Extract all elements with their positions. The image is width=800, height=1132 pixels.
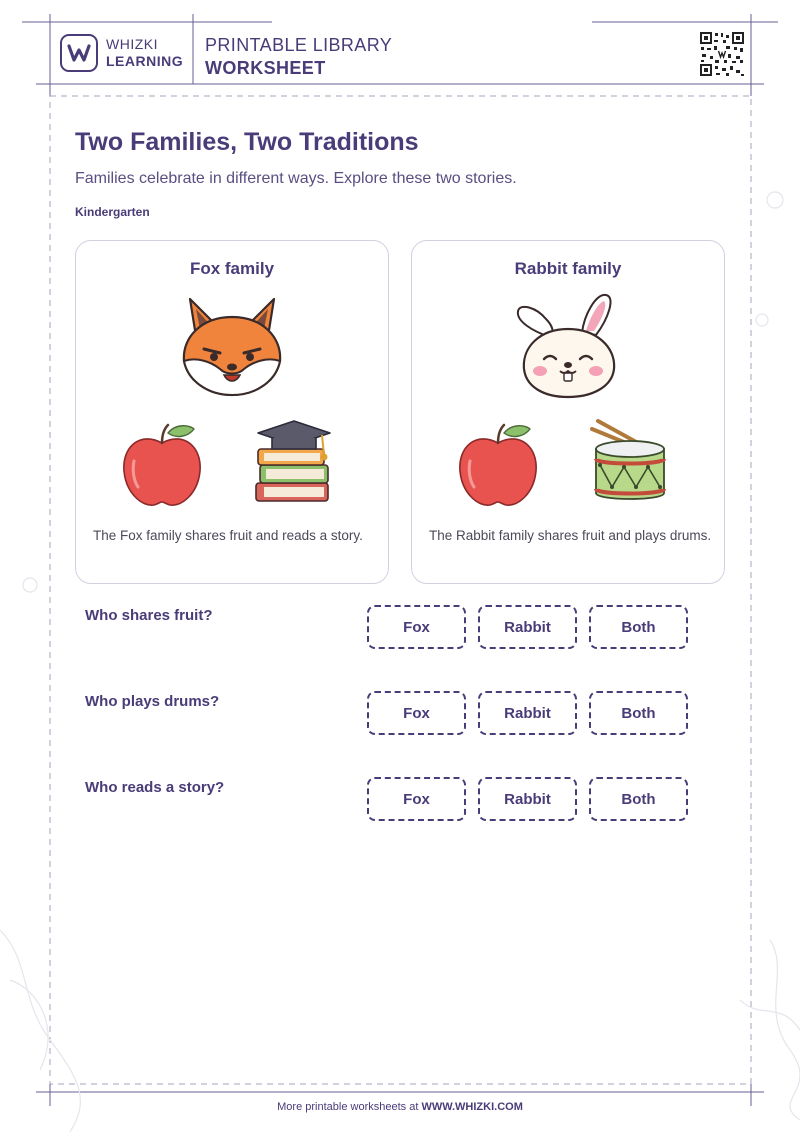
question-1-choices bbox=[367, 605, 688, 649]
rabbit-face-icon bbox=[512, 291, 624, 401]
qr-code-icon bbox=[698, 30, 746, 78]
header-worksheet-label: WORKSHEET bbox=[205, 58, 326, 78]
choice-fox[interactable]: Fox bbox=[367, 691, 466, 735]
grade-label: Kindergarten bbox=[75, 205, 150, 219]
card-description: The Fox family shares fruit and reads a story. bbox=[93, 528, 363, 543]
apple-icon bbox=[456, 421, 540, 509]
choice-both[interactable]: Both bbox=[589, 691, 688, 735]
header-titles bbox=[205, 34, 392, 80]
apple-icon bbox=[120, 421, 204, 509]
page-title: Two Families, Two Traditions bbox=[75, 128, 419, 156]
books-with-graduation-cap-icon bbox=[252, 419, 336, 509]
drum-icon bbox=[588, 419, 672, 509]
question-2-choices bbox=[367, 691, 688, 735]
brand-subname: LEARNING bbox=[106, 53, 184, 69]
choice-rabbit[interactable]: Rabbit bbox=[478, 691, 577, 735]
card-title: Rabbit family bbox=[514, 259, 622, 278]
question-3: Who reads a story? bbox=[85, 779, 225, 796]
choice-both[interactable]: Both bbox=[589, 605, 688, 649]
choice-fox[interactable]: Fox bbox=[367, 605, 466, 649]
footer-link[interactable]: WWW.WHIZKI.COM bbox=[421, 1101, 523, 1113]
choice-both[interactable]: Both bbox=[589, 777, 688, 821]
question-1: Who shares fruit? bbox=[85, 607, 213, 624]
footer bbox=[0, 1101, 800, 1113]
card-description: The Rabbit family shares fruit and plays drums. bbox=[429, 528, 712, 543]
w-logo-icon bbox=[60, 34, 98, 72]
card-title: Fox family bbox=[189, 259, 275, 278]
brand-logo bbox=[60, 34, 183, 72]
fox-family-card bbox=[75, 240, 389, 584]
question-3-choices bbox=[367, 777, 688, 821]
brand-name: WHIZKI bbox=[106, 36, 158, 52]
choice-rabbit[interactable]: Rabbit bbox=[478, 605, 577, 649]
choice-rabbit[interactable]: Rabbit bbox=[478, 777, 577, 821]
fox-face-icon bbox=[176, 291, 288, 401]
page-subtitle: Families celebrate in different ways. Explore these two stories. bbox=[75, 170, 517, 187]
footer-text: More printable worksheets at bbox=[277, 1101, 419, 1113]
rabbit-family-card bbox=[411, 240, 725, 584]
choice-fox[interactable]: Fox bbox=[367, 777, 466, 821]
question-2: Who plays drums? bbox=[85, 693, 220, 710]
header-library-label: PRINTABLE LIBRARY bbox=[205, 35, 393, 55]
